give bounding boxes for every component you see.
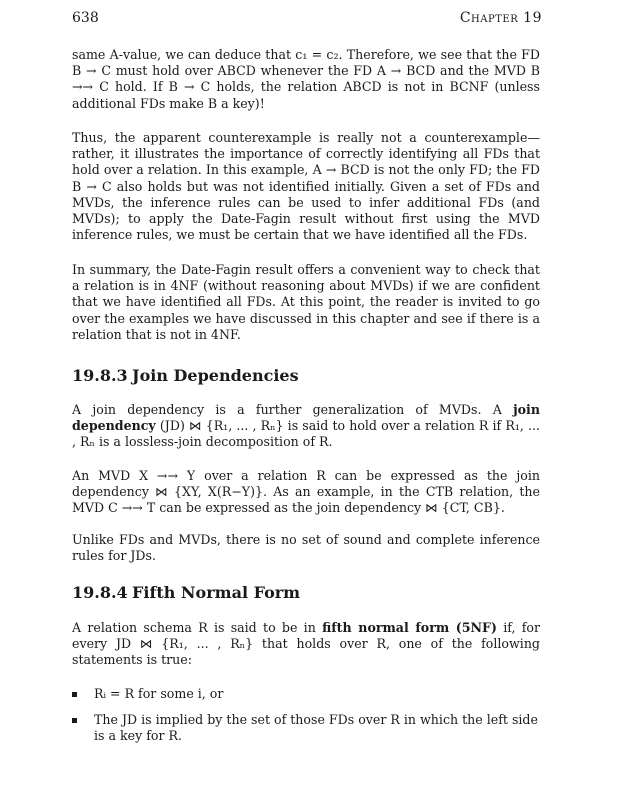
page-number: 638 bbox=[72, 10, 99, 26]
paragraph-4-rest: (JD) ⋈ {R₁, ... , Rₙ} is said to hold over a relation R if R₁, ... , Rₙ is a lossless-join decomposition of R. bbox=[72, 418, 540, 450]
list-item-text: The JD is implied by the set of those FDs over R in which the left side is a key for R. bbox=[94, 712, 538, 744]
paragraph-4 bbox=[72, 402, 540, 451]
paragraph-7-rest: if, for every JD ⋈ {R₁, ... , Rₙ} that holds over R, one of the following statements is true: bbox=[72, 620, 540, 668]
list-item-text: Rᵢ = R for some i, or bbox=[94, 686, 224, 701]
paragraph-4-lead: A join dependency is a further generalization of MVDs. A bbox=[72, 402, 502, 417]
chapter-label: Chapter 19 bbox=[459, 10, 542, 26]
bullet-icon bbox=[72, 692, 77, 697]
paragraph-1: same A-value, we can deduce that c₁ = c₂. Therefore, we see that the FD B → C must hold over ABCD whenever the FD A → BCD and the MVD B →→ C hold. If B → C holds, the relation ABCD is not in BCNF (unless additional FDs make B a key)! bbox=[72, 47, 540, 111]
section-heading-fifth-normal-form bbox=[72, 583, 540, 602]
paragraph-7 bbox=[72, 620, 540, 669]
term-fifth-normal-form: fifth normal form (5NF) bbox=[322, 620, 497, 635]
section-number: 19.8.4 bbox=[72, 583, 128, 602]
section-heading-join-dependencies bbox=[72, 366, 540, 385]
section-number: 19.8.3 bbox=[72, 366, 128, 385]
section-title: Fifth Normal Form bbox=[132, 583, 301, 602]
term-join-dependency: join dependency bbox=[72, 402, 540, 434]
bullet-icon bbox=[72, 718, 77, 723]
section-title: Join Dependencies bbox=[132, 366, 299, 385]
paragraph-7-lead: A relation schema R is said to be in bbox=[72, 620, 316, 635]
paragraph-5: An MVD X →→ Y over a relation R can be expressed as the join dependency ⋈ {XY, X(R−Y)}. As an example, in the CTB relation, the MVD C →→ T can be expressed as the join dependency ⋈ {CT, CB}. bbox=[72, 468, 540, 516]
paragraph-3: In summary, the Date-Fagin result offers a convenient way to check that a relation is in 4NF (without reasoning about MVDs) if we are confident that we have identified all FDs. At this point, the reader is invited to go over the examples we have discussed in this chapter and see if there is a relation that is not in 4NF. bbox=[72, 262, 540, 342]
page-header bbox=[72, 10, 542, 32]
paragraph-2: Thus, the apparent counterexample is really not a counterexample—rather, it illustrates the importance of correctly identifying all FDs that hold over a relation. In this example, A → BCD is not the only FD; the FD B → C also holds but was not identified initially. Given a set of FDs and MVDs, the inference rules can be used to infer additional FDs (and MVDs); to apply the Date-Fagin result without first using the MVD inference rules, we must be certain that we have identified all the FDs. bbox=[72, 130, 540, 243]
paragraph-6: Unlike FDs and MVDs, there is no set of sound and complete inference rules for JDs. bbox=[72, 532, 540, 564]
